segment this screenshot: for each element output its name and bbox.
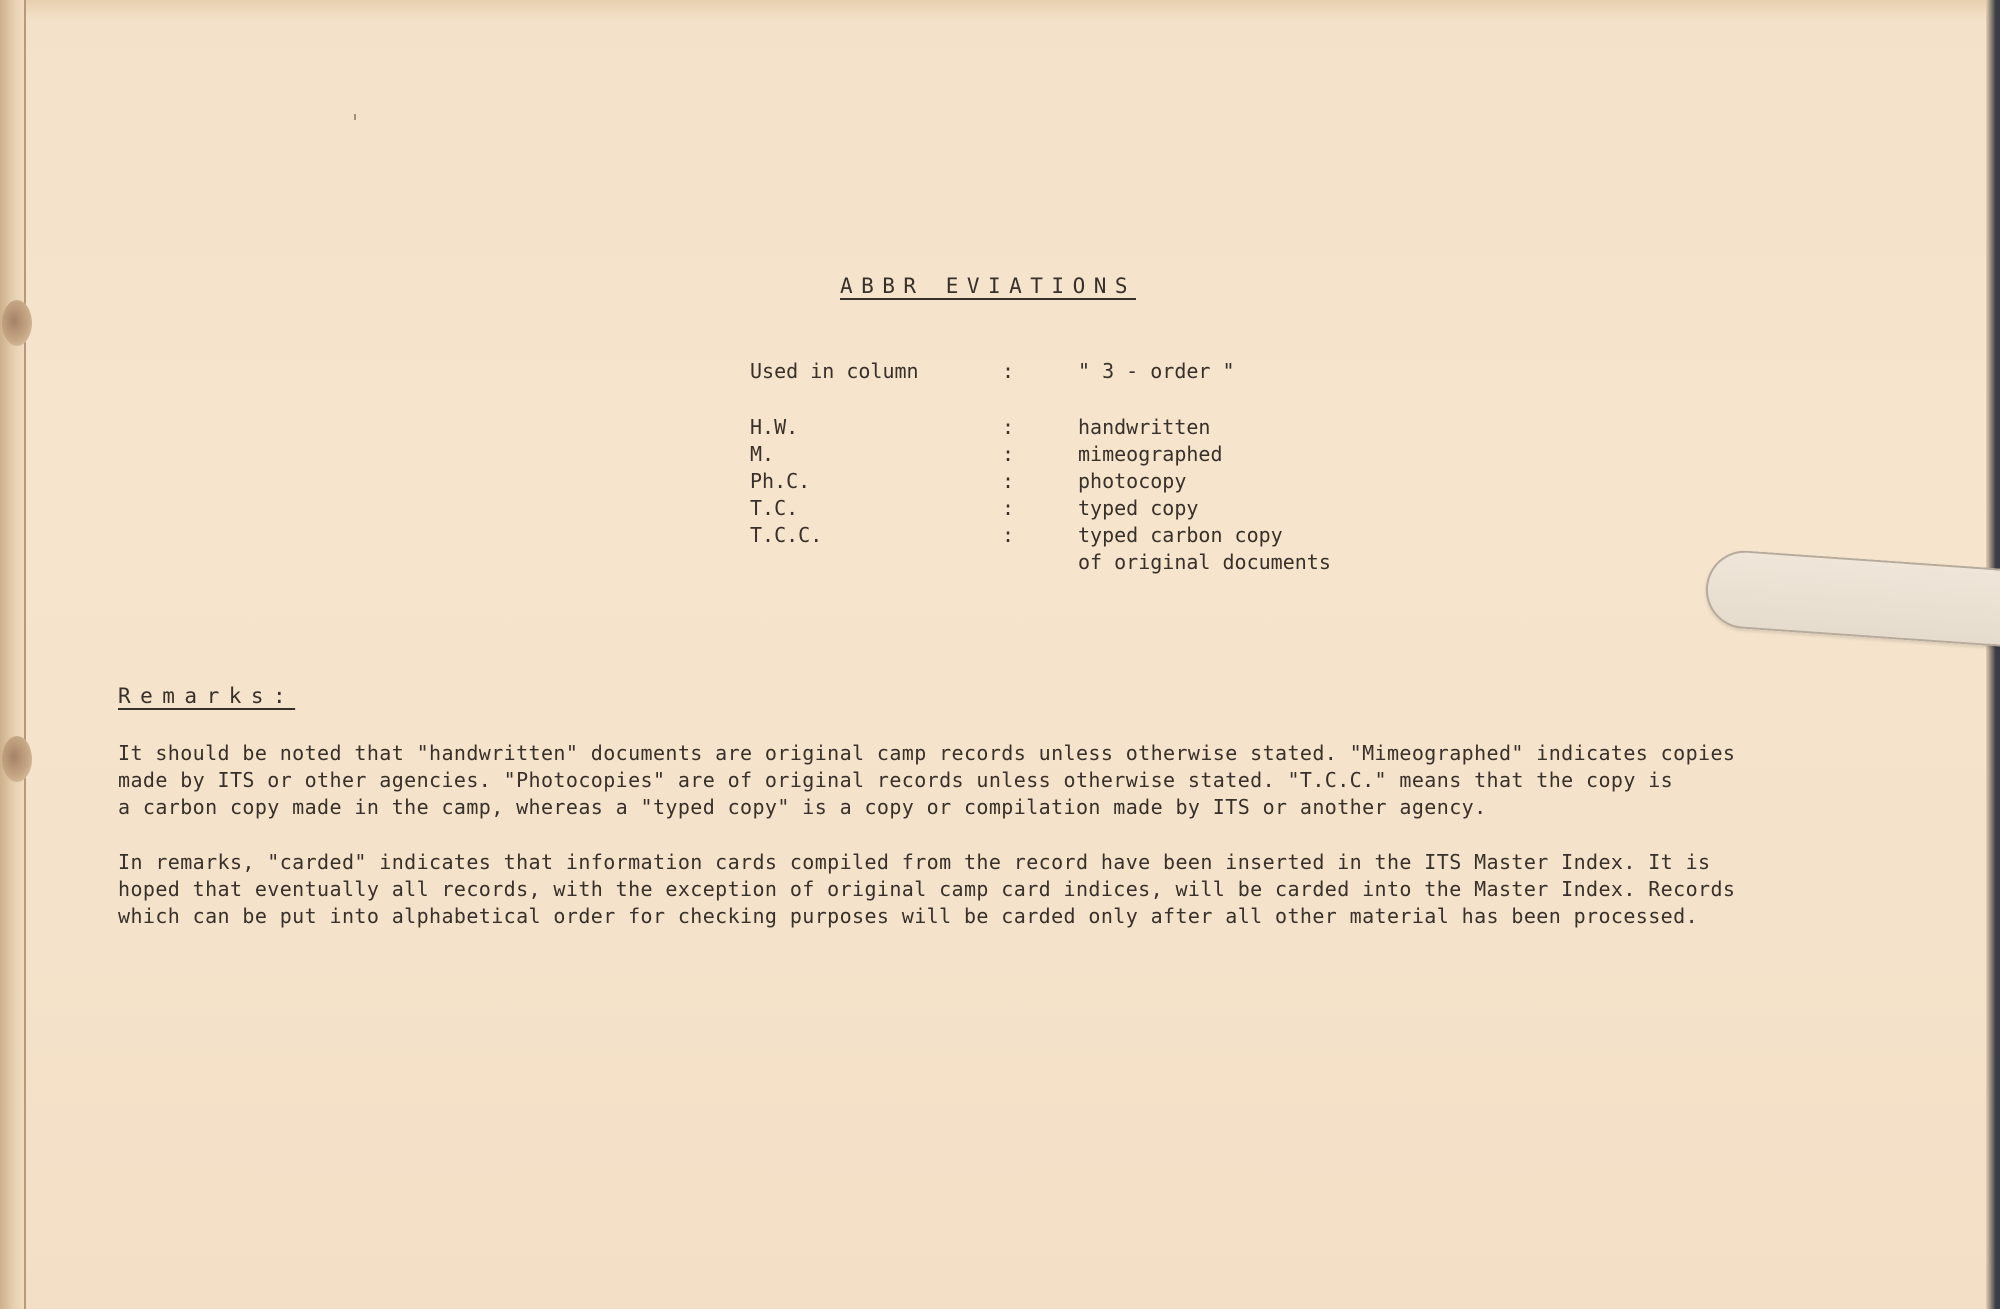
binding-margin [0,0,26,1309]
page-title: ABBR EVIATIONS [840,274,1137,298]
separator: : [1002,496,1015,520]
page-right-edge [1986,0,2000,1309]
paper-sheet [16,8,2000,1309]
remarks-heading: Remarks: [118,684,296,708]
abbreviation-row [0,414,2000,441]
paragraph-line: a carbon copy made in the camp, whereas a "typed copy" is a copy or compilation made by ITS or another agency. [118,795,1487,819]
abbreviation-row-continuation [0,549,2000,576]
paragraph-line: made by ITS or other agencies. "Photocopies" are of original records unless otherwise stated. "T.C.C." means that the copy is [118,768,1674,792]
paper-speck [354,114,356,120]
abbreviation-row [0,441,2000,468]
separator: : [1002,469,1015,493]
separator: : [1002,359,1015,383]
punch-hole-upper [2,300,32,346]
abbreviation-row [0,468,2000,495]
abbreviation: M. [750,442,775,466]
punch-hole-lower [2,736,32,782]
separator: : [1002,442,1015,466]
paragraph-line: hoped that eventually all records, with the exception of original camp card indices, will be carded into the Master Index. Records [118,877,1736,901]
abbreviation: T.C. [750,496,799,520]
paragraph-line: It should be noted that "handwritten" documents are original camp records unless otherwise stated. "Mimeographed" indicates copies [118,741,1736,765]
abbreviation-meaning: handwritten [1078,415,1211,439]
abbreviation: H.W. [750,415,799,439]
column-value: " 3 - order " [1078,359,1235,383]
abbreviation-row [0,495,2000,522]
abbreviation-meaning: photocopy [1078,469,1187,493]
abbreviation: Ph.C. [750,469,811,493]
remarks-paragraph-1 [118,740,1735,821]
remarks-paragraph-2 [118,849,1735,930]
abbreviation-meaning: of original documents [1078,550,1331,574]
abbreviation-meaning: typed carbon copy [1078,523,1283,547]
abbreviation: T.C.C. [750,523,823,547]
paragraph-line: In remarks, "carded" indicates that information cards compiled from the record have been inserted in the ITS Master Index. It is [118,850,1711,874]
column-header-row [0,358,2000,385]
paragraph-line: which can be put into alphabetical order for checking purposes will be carded only after all other material has been processed. [118,904,1699,928]
abbreviation-meaning: typed copy [1078,496,1199,520]
abbreviation-meaning: mimeographed [1078,442,1223,466]
abbreviation-row [0,522,2000,549]
separator: : [1002,523,1015,547]
separator: : [1002,415,1015,439]
column-label: Used in column [750,359,919,383]
binding-crease [24,0,26,1309]
paper-top-edge [16,0,2000,22]
